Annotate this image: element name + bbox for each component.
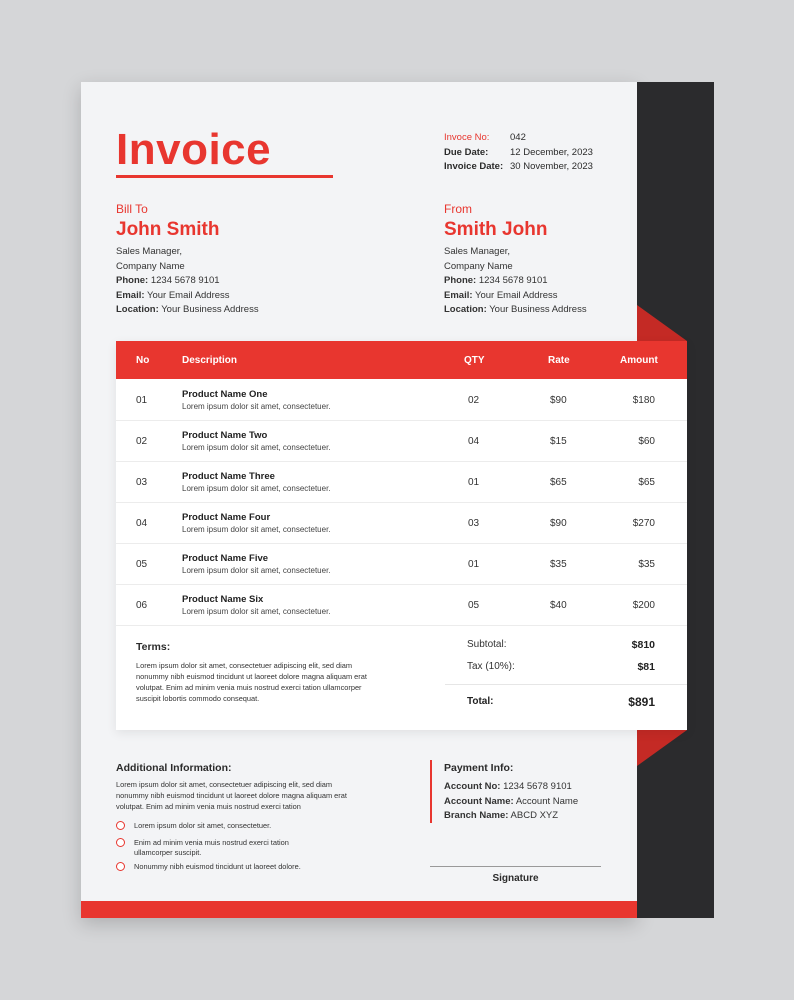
- from-location: [444, 304, 587, 316]
- row-rate: $65: [550, 477, 567, 488]
- bullet-text-2: Enim ad minim venia muis nostrud exerci tation ullamcorper suscipit.: [134, 838, 289, 857]
- row-no: 03: [136, 477, 148, 488]
- bullet-circle-icon: [116, 862, 125, 871]
- header-no: No: [136, 355, 150, 366]
- table-row: [116, 379, 687, 421]
- row-product-name: Product Name One: [182, 389, 268, 400]
- header-rate: Rate: [548, 355, 570, 366]
- bill-to-phone-label: Phone:: [116, 275, 149, 286]
- row-qty: 03: [468, 518, 480, 529]
- row-no: 02: [136, 436, 148, 447]
- bill-to-name: John Smith: [116, 219, 220, 240]
- signature-label: Signature: [492, 873, 539, 884]
- row-product-name: Product Name Four: [182, 512, 271, 523]
- row-amount: $35: [638, 559, 655, 570]
- from-name: Smith John: [444, 219, 548, 240]
- signature-line: [430, 866, 601, 867]
- table-row: [116, 461, 687, 503]
- row-rate: $90: [550, 518, 567, 529]
- table-row: [116, 584, 687, 626]
- bullet-circle-icon: [116, 838, 125, 847]
- row-product-desc: Lorem ipsum dolor sit amet, consectetuer.: [182, 443, 331, 452]
- bottom-fold-accent: [637, 730, 687, 766]
- row-product-name: Product Name Five: [182, 553, 269, 564]
- bill-to-location: [116, 304, 259, 316]
- row-qty: 05: [468, 600, 480, 611]
- bill-to-phone: [116, 275, 220, 287]
- bill-to-email: [116, 290, 230, 302]
- bill-to-label: Bill To: [116, 202, 148, 216]
- bottom-accent-bar: [81, 901, 637, 918]
- bill-to-email-label: Email:: [116, 290, 145, 301]
- table-row: [116, 420, 687, 462]
- terms-heading: Terms:: [136, 641, 171, 653]
- table-header: [116, 341, 687, 379]
- table-row: [116, 543, 687, 585]
- due-date-label: Due Date:: [444, 147, 489, 158]
- top-fold-accent: [637, 305, 687, 341]
- subtotal-label: Subtotal:: [467, 639, 507, 650]
- branch-value: ABCD XYZ: [510, 810, 559, 821]
- row-amount: $65: [638, 477, 655, 488]
- row-amount: $200: [632, 600, 655, 611]
- from-phone-value: 1234 5678 9101: [478, 275, 548, 286]
- row-amount: $60: [638, 436, 655, 447]
- row-no: 01: [136, 395, 148, 406]
- row-rate: $35: [550, 559, 567, 570]
- subtotal-value: $810: [631, 639, 655, 651]
- row-qty: 01: [468, 559, 480, 570]
- account-name-value: Account Name: [515, 796, 579, 807]
- payment-accent-bar: [430, 760, 432, 823]
- bill-to-phone-value: 1234 5678 9101: [150, 275, 220, 286]
- row-amount: $180: [632, 395, 655, 406]
- account-no-line: [444, 781, 572, 793]
- tax-label: Tax (10%):: [467, 661, 515, 672]
- additional-info-heading: Additional Information:: [116, 762, 232, 774]
- bill-to-role: Sales Manager,: [116, 246, 183, 257]
- total-label: Total:: [467, 696, 494, 707]
- from-email: [444, 290, 558, 302]
- tax-value: $81: [637, 661, 655, 673]
- branch-label: Branch Name:: [444, 810, 509, 821]
- row-product-desc: Lorem ipsum dolor sit amet, consectetuer.: [182, 607, 331, 616]
- due-date-line: [444, 147, 593, 159]
- from-email-value: Your Email Address: [474, 290, 558, 301]
- row-rate: $90: [550, 395, 567, 406]
- account-name-label: Account Name:: [444, 796, 514, 807]
- terms-text: Lorem ipsum dolor sit amet, consectetuer adipiscing elit, sed diam nonummy nibh euismod tincidunt ut laoreet dolore magna aliquam erat volutpat. Enim ad minim venia muis nostrud exerci tation ullamcorper suscipit lobortis commodo consequat.: [136, 661, 367, 703]
- header-amount: Amount: [620, 355, 658, 366]
- branch-line: [444, 810, 558, 822]
- table-row: [116, 502, 687, 544]
- row-product-desc: Lorem ipsum dolor sit amet, consectetuer.: [182, 566, 331, 575]
- bill-to-company: Company Name: [116, 261, 185, 272]
- invoice-no-line: [444, 132, 526, 144]
- row-product-name: Product Name Two: [182, 430, 268, 441]
- total-value: $891: [628, 695, 655, 709]
- invoice-date-label: Invoice Date:: [444, 161, 504, 172]
- row-rate: $40: [550, 600, 567, 611]
- row-no: 04: [136, 518, 148, 529]
- row-product-desc: Lorem ipsum dolor sit amet, consectetuer.: [182, 484, 331, 493]
- additional-info-text: Lorem ipsum dolor sit amet, consectetuer adipiscing elit, sed diam nonummy nibh euismod tincidunt ut laoreet dolore magna aliquam erat volutpat. Enim ad minim venia muis nostrud exerci tation: [116, 780, 347, 811]
- row-qty: 01: [468, 477, 480, 488]
- row-amount: $270: [632, 518, 655, 529]
- invoice-date-line: [444, 161, 593, 173]
- bullet-text-3: Nonummy nibh euismod tincidunt ut laoreet dolore.: [134, 862, 301, 871]
- row-qty: 04: [468, 436, 480, 447]
- bullet-text-1: Lorem ipsum dolor sit amet, consectetuer.: [134, 821, 272, 830]
- additional-bullet-3: [116, 862, 312, 872]
- account-no-label: Account No:: [444, 781, 501, 792]
- invoice-no-value: 042: [510, 132, 526, 143]
- bullet-circle-icon: [116, 821, 125, 830]
- from-label: From: [444, 202, 472, 216]
- from-phone: [444, 275, 548, 287]
- from-company: Company Name: [444, 261, 513, 272]
- title-underline: [116, 175, 333, 178]
- account-name-line: [444, 796, 578, 808]
- payment-info-heading: Payment Info:: [444, 762, 514, 774]
- bill-to-email-value: Your Email Address: [146, 290, 230, 301]
- from-phone-label: Phone:: [444, 275, 477, 286]
- bill-to-location-label: Location:: [116, 304, 159, 315]
- row-product-name: Product Name Six: [182, 594, 264, 605]
- from-role: Sales Manager,: [444, 246, 511, 257]
- invoice-title: Invoice: [116, 125, 272, 174]
- additional-bullet-2: [116, 838, 312, 858]
- header-description: Description: [182, 355, 238, 366]
- from-email-label: Email:: [444, 290, 473, 301]
- bill-to-location-value: Your Business Address: [161, 304, 259, 315]
- items-table: [116, 341, 687, 730]
- row-no: 05: [136, 559, 148, 570]
- row-product-desc: Lorem ipsum dolor sit amet, consectetuer.: [182, 402, 331, 411]
- from-location-label: Location:: [444, 304, 487, 315]
- summary-divider: [445, 684, 687, 685]
- invoice-date-value: 30 November, 2023: [510, 161, 593, 172]
- row-qty: 02: [468, 395, 480, 406]
- additional-bullet-1: [116, 821, 312, 831]
- row-product-name: Product Name Three: [182, 471, 275, 482]
- header-qty: QTY: [464, 355, 485, 366]
- account-no-value: 1234 5678 9101: [503, 781, 572, 792]
- row-rate: $15: [550, 436, 567, 447]
- row-product-desc: Lorem ipsum dolor sit amet, consectetuer.: [182, 525, 331, 534]
- invoice-no-label: Invoce No:: [444, 132, 490, 143]
- due-date-value: 12 December, 2023: [510, 147, 593, 158]
- from-location-value: Your Business Address: [489, 304, 587, 315]
- row-no: 06: [136, 600, 148, 611]
